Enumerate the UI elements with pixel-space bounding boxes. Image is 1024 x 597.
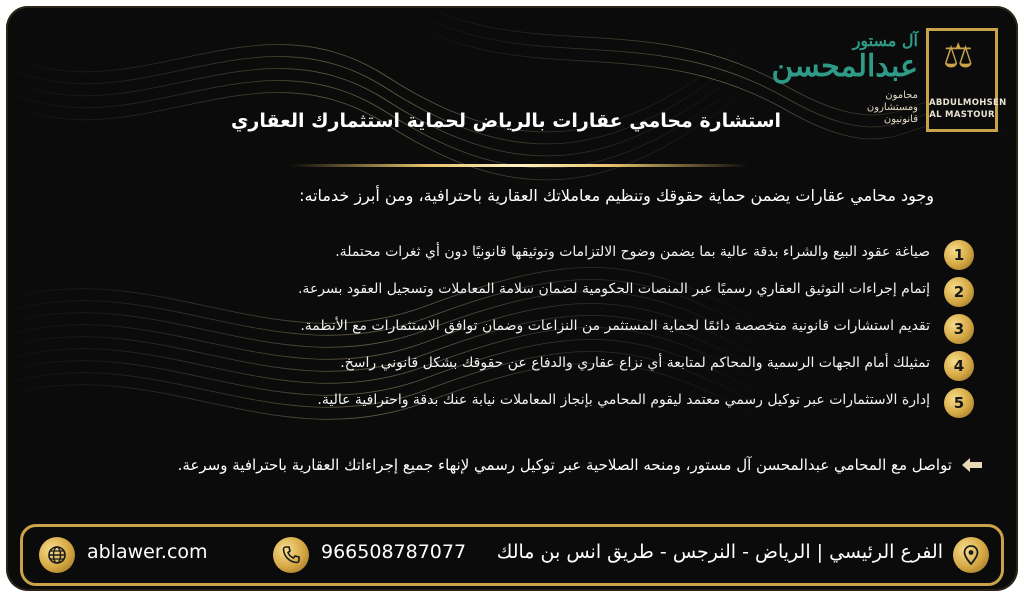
logo-arabic-line2: عبدالمحسن [771, 49, 918, 84]
list-item-text: إدارة الاستثمارات عبر توكيل رسمي معتمد ليقوم المحامي بإنجاز المعاملات نيابة عنك بدقة واحترافية عالية. [317, 392, 930, 408]
contact-text: تواصل مع المحامي عبدالمحسن آل مستور، ومنحه الصلاحية عبر توكيل رسمي لإنهاء جميع إجراءاتك العقارية باحترافية وسرعة. [177, 456, 952, 474]
phone-icon [273, 537, 309, 573]
number-badge: 5 [944, 388, 974, 418]
list-item-text: تقديم استشارات قانونية متخصصة دائمًا لحماية المستثمر من النزاعات وضمان توافق الاستثمارات مع الأنظمة. [300, 318, 930, 334]
number-badge: 3 [944, 314, 974, 344]
logo-english-name [929, 97, 1007, 121]
list-item-text: إتمام إجراءات التوثيق العقاري رسميًا عبر المنصات الحكومية لضمان سلامة المعاملات وتسجيل العقود بسرعة. [297, 281, 930, 297]
list-item [174, 386, 974, 420]
gold-divider [290, 164, 748, 167]
list-item-text: تمثيلك أمام الجهات الرسمية والمحاكم لمتابعة أي نزاع عقاري والدفاع عن حقوقك بشكل قانوني راسخ. [340, 355, 930, 371]
company-logo [771, 28, 1007, 140]
logo-subtitle: محامون ومستشارون قانونيون [866, 90, 918, 125]
list-item [174, 349, 974, 383]
list-item [174, 238, 974, 272]
list-item-text: صياغة عقود البيع والشراء بدقة عالية بما يضمن وضوح الالتزامات وتوثيقها قانونيًا دون أي ثغرات محتملة. [335, 244, 930, 260]
list-item [174, 312, 974, 346]
logo-emblem [926, 28, 1007, 132]
address-block [481, 527, 1001, 583]
logo-arabic-line1: آل مستور [852, 31, 918, 50]
number-badge: 2 [944, 277, 974, 307]
website-link[interactable]: ablawer.com [87, 541, 208, 563]
page-title: استشارة محامي عقارات بالرياض لحماية استثمارك العقاري [230, 110, 782, 132]
address-text: الفرع الرئيسي | الرياض - النرجس - طريق انس بن مالك [496, 541, 943, 563]
arrow-left-icon [962, 458, 982, 472]
scales-of-justice-icon: ⚖ [943, 36, 974, 76]
globe-icon [39, 537, 75, 573]
number-badge: 4 [944, 351, 974, 381]
logo-english-line2: AL MASTOUR [929, 110, 995, 120]
phone-block [273, 527, 513, 583]
intro-text: وجود محامي عقارات يضمن حماية حقوقك وتنظيم معاملاتك العقارية باحترافية، ومن أبرز خدماته: [299, 186, 934, 205]
location-pin-icon [953, 537, 989, 573]
list-item [174, 275, 974, 309]
infographic-card [6, 6, 1018, 591]
logo-english-line1: ABDULMOHSEN [929, 98, 1007, 108]
phone-number[interactable]: 966508787077 [321, 541, 467, 563]
logo-arabic-name [771, 31, 918, 84]
number-badge: 1 [944, 240, 974, 270]
website-block [39, 527, 269, 583]
contact-footer [20, 524, 1004, 586]
